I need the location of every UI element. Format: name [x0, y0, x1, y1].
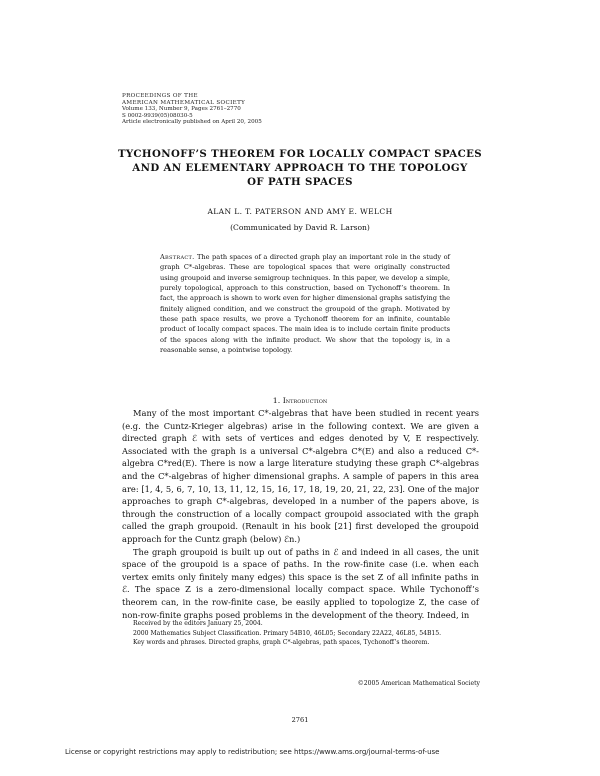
paper-title	[100, 147, 500, 189]
journal-name-line2: AMERICAN MATHEMATICAL SOCIETY	[122, 99, 246, 106]
abstract-text: The path spaces of a directed graph play an important role in the study of graph C*-algebras. These are topological spaces that were originally constructed using groupoid and inverse semigroup techniques. In this paper, we develop a simple, purely topological, approach to this construction, based on Tychonoff’s theorem. In fact, the approach is shown to work even for higher dimensional graphs satisfying the finitely aligned condition, and we construct the groupoid of the graph. Motivated by these path space results, we prove a Tychonoff theorem for an infinite, countable product of locally compact spaces. The main idea is to include certain finite products of the spaces along with the infinite product. We show that the topology is, in a reasonable sense, a pointwise topology.	[160, 253, 450, 355]
footnote-keywords: Key words and phrases. Directed graphs, graph C*-algebras, path spaces, Tychonoff’s theorem.	[133, 639, 430, 647]
title-line-2: AND AN ELEMENTARY APPROACH TO THE TOPOLOGY	[132, 162, 468, 174]
section-number: 1.	[272, 396, 281, 405]
copyright-notice: ©2005 American Mathematical Society	[357, 680, 480, 687]
paragraph-2: The graph groupoid is built up out of paths in ℰ and indeed in all cases, the unit space of the groupoid is a space of paths. In the row-finite case (i.e. when each vertex emits only finitely many edges) this space is the set Z of all infinite paths in ℰ. The space Z is a zero-dimensional locally compact space. While Tychonoff’s theorem can, in the row-finite case, be easily applied to topologize Z, the case of non-row-finite graphs posed problems in the development of the theory. Indeed, in	[122, 546, 479, 620]
abstract	[160, 252, 450, 355]
paragraph-1: Many of the most important C*-algebras that have been studied in recent years (e.g. the Cuntz-Krieger algebras) arise in the following context. We are given a directed graph ℰ with sets of vertices and edges denoted by V, E respectively. Associated with the graph is a universal C*-algebra C*(E) and also a reduced C*-algebra C*red(E). There is now a large literature studying these graph C*-algebras and the C*-algebras of higher dimensional graphs. A sample of papers in this area are: [1, 4, 5, 6, 7, 10, 13, 11, 12, 15, 16, 17, 18, 19, 20, 21, 22, 23]. One of the major approaches to graph C*-algebras, developed in a number of the papers above, is through the construction of a locally compact groupoid associated with the graph called the graph groupoid. (Renault in his book [21] first developed the groupoid approach for the Cuntz graph (below) ℰn.)	[122, 408, 479, 544]
communicated-by: (Communicated by David R. Larson)	[230, 223, 370, 232]
authors: ALAN L. T. PATERSON AND AMY E. WELCH	[207, 207, 393, 216]
publication-date: Article electronically published on April 20, 2005	[122, 119, 262, 126]
footnote-received: Received by the editors January 25, 2004.	[133, 620, 263, 627]
journal-header	[122, 93, 382, 126]
footnote-msc: 2000 Mathematics Subject Classification. Primary 54B10, 46L05; Secondary 22A22, 46L85, 54B15.	[133, 629, 442, 637]
title-line-3: OF PATH SPACES	[247, 176, 353, 188]
section-title: Introduction	[282, 396, 328, 405]
journal-name-line1: PROCEEDINGS OF THE	[122, 93, 198, 99]
title-line-1: TYCHONOFF’S THEOREM FOR LOCALLY COMPACT SPACES	[117, 148, 483, 160]
license-link[interactable]: License or copyright restrictions may apply to redistribution; see https://www.ams.org/journal-terms-of-use	[65, 748, 440, 756]
page-number: 2761	[291, 716, 309, 724]
footnotes	[122, 620, 479, 648]
volume-info: Volume 133, Number 9, Pages 2761–2770	[122, 106, 241, 113]
section-heading	[100, 396, 500, 405]
body-text	[122, 407, 479, 621]
abstract-label: Abstract.	[160, 253, 195, 261]
issn: S 0002-9939(05)08030-5	[122, 112, 193, 119]
